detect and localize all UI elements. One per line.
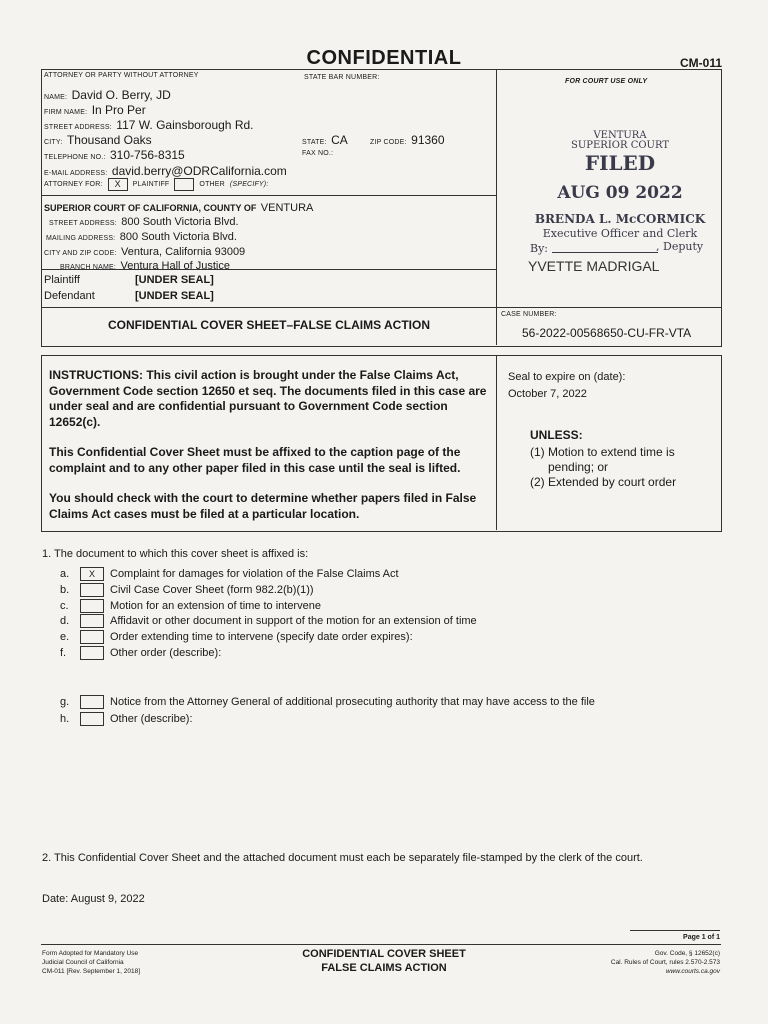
defendant-party-value: [UNDER SEAL] [135, 290, 214, 302]
other-checkbox[interactable] [174, 178, 194, 191]
stamp-court: SUPERIOR COURT [571, 140, 669, 151]
stamp-filed: FILED [584, 151, 656, 175]
item-checkbox[interactable]: X [80, 567, 104, 581]
state-bar-label: STATE BAR NUMBER: [304, 74, 380, 81]
seal-date: October 7, 2022 [508, 388, 587, 400]
unless-1: (1) Motion to extend time is [530, 445, 675, 459]
stamp-by: By: [530, 242, 549, 255]
case-number: 56-2022-00568650-CU-FR-VTA [522, 326, 692, 340]
item-row [60, 646, 221, 660]
firm-name: In Pro Per [91, 103, 146, 117]
item-text: Complaint for damages for violation of the False Claims Act [110, 568, 399, 580]
street-row: STREET ADDRESS: 117 W. Gainsborough Rd. [44, 118, 254, 132]
zip: 91360 [411, 133, 445, 147]
stamp-date: AUG 09 2022 [557, 183, 683, 203]
item-row [60, 583, 314, 597]
seal-label: Seal to expire on (date): [508, 371, 626, 383]
defendant-party-label: Defendant [44, 290, 95, 302]
page-number: Page 1 of 1 [683, 934, 720, 941]
sheet-title: CONFIDENTIAL COVER SHEET–FALSE CLAIMS ACTION [107, 318, 431, 332]
stamp-deputy-name: YVETTE MADRIGAL [528, 258, 660, 274]
item-1-intro: 1. The document to which this cover sheet is affixed is: [42, 548, 309, 560]
branch-row: BRANCH NAME: Ventura Hall of Justice [60, 260, 230, 272]
court-use-label: FOR COURT USE ONLY [565, 78, 648, 85]
instructions-p3: You should check with the court to determine whether papers filed in False Claims Act cases must be filed at a particular location. [49, 491, 477, 521]
item-text: Notice from the Attorney General of additional prosecuting authority that may have access to the file [110, 696, 595, 708]
item-row [60, 567, 399, 581]
unless-label: UNLESS: [530, 428, 583, 442]
item-checkbox[interactable] [80, 695, 104, 709]
plaintiff-party-value: [UNDER SEAL] [135, 274, 214, 286]
item-row [60, 712, 193, 726]
email: david.berry@ODRCalifornia.com [111, 164, 287, 178]
attorney-for-row: ATTORNEY FOR: X PLAINTIFF OTHER (SPECIFY): [44, 179, 269, 189]
item-checkbox[interactable] [80, 646, 104, 660]
item-letter: d. [60, 615, 70, 627]
state: CA [331, 133, 348, 147]
name-row: NAME: David O. Berry, JD [44, 88, 171, 102]
instructions-p1: INSTRUCTIONS: This civil action is brought under the False Claims Act, Government Code section 12650 et seq. The documents filed in this case are under seal and are confidential pursuant to Government Code section 12652(c). [49, 368, 487, 429]
item-checkbox[interactable] [80, 599, 104, 613]
item-letter: c. [60, 600, 69, 612]
footer-left: Form Adopted for Mandatory Use Judicial Council of California CM-011 [Rev. September 1, 2018] [42, 950, 141, 975]
item-text: Order extending time to intervene (specify date order expires): [110, 631, 413, 643]
footer-right: Gov. Code, § 12652(c) Cal. Rules of Court, rules 2.570-2.573 www.courts.ca.gov [610, 950, 720, 975]
item-letter: f. [60, 647, 67, 659]
item-row [60, 695, 595, 709]
item-row [60, 599, 321, 613]
attorney-label: ATTORNEY OR PARTY WITHOUT ATTORNEY [44, 72, 199, 79]
item-text: Affidavit or other document in support of the motion for an extension of time [110, 615, 477, 627]
item-text: Motion for an extension of time to intervene [110, 600, 321, 612]
item-checkbox[interactable] [80, 583, 104, 597]
state-row: STATE: CA [302, 133, 348, 147]
telephone: 310-756-8315 [110, 148, 185, 162]
plaintiff-party-label: Plaintiff [44, 274, 80, 286]
court-street-row: STREET ADDRESS: 800 South Victoria Blvd. [49, 216, 239, 228]
item-checkbox[interactable] [80, 630, 104, 644]
zip-row: ZIP CODE: 91360 [370, 133, 445, 147]
item-text: Other order (describe): [110, 647, 222, 659]
item-letter: g. [60, 696, 70, 708]
item-checkbox[interactable] [80, 712, 104, 726]
email-row: E-MAIL ADDRESS: david.berry@ODRCalifornia.com [44, 164, 287, 178]
item-2: 2. This Confidential Cover Sheet and the attached document must each be separately file-stamped by the clerk of the court. [42, 852, 643, 864]
item-letter: a. [60, 568, 70, 580]
mailing-row: MAILING ADDRESS: 800 South Victoria Blvd. [46, 231, 237, 243]
document-title: CONFIDENTIAL [306, 47, 462, 69]
city-row: CITY: Thousand Oaks [44, 133, 152, 147]
item-text: Other (describe): [110, 713, 193, 725]
stamp-officer: BRENDA L. McCORMICK [534, 212, 706, 226]
date-line: Date: August 9, 2022 [42, 893, 145, 905]
city: Thousand Oaks [66, 133, 152, 147]
item-letter: h. [60, 713, 70, 725]
court-line: SUPERIOR COURT OF CALIFORNIA, COUNTY OF VENTURA [44, 202, 314, 214]
item-checkbox[interactable] [80, 614, 104, 628]
item-letter: b. [60, 584, 70, 596]
unless-2: (2) Extended by court order [530, 475, 677, 489]
case-number-label: CASE NUMBER: [501, 311, 557, 318]
tel-row: TELEPHONE NO.: 310-756-8315 [44, 148, 185, 162]
stamp-officer-title: Executive Officer and Clerk [542, 227, 698, 240]
form-id: CM-011 [680, 56, 723, 70]
county: VENTURA [260, 202, 314, 214]
item-row [60, 630, 413, 644]
item-letter: e. [60, 631, 70, 643]
stamp-county: VENTURA [593, 130, 647, 141]
street-address: 117 W. Gainsborough Rd. [116, 118, 254, 132]
unless-1b: pending; or [548, 460, 609, 474]
stamp-deputy-label: , Deputy [656, 240, 704, 253]
item-text: Civil Case Cover Sheet (form 982.2(b)(1)) [110, 584, 314, 596]
plaintiff-checkbox[interactable]: X [108, 178, 128, 191]
fax-label: FAX NO.: [302, 150, 334, 157]
cityzip-row: CITY AND ZIP CODE: Ventura, California 93009 [44, 246, 246, 258]
attorney-name: David O. Berry, JD [71, 88, 171, 102]
instructions-p2: This Confidential Cover Sheet must be affixed to the caption page of the complaint and to any other paper filed in this case until the seal is lifted. [49, 445, 461, 475]
item-row [60, 614, 477, 628]
firm-row: FIRM NAME: In Pro Per [44, 103, 146, 117]
footer-center: CONFIDENTIAL COVER SHEET FALSE CLAIMS ACTION [302, 948, 466, 974]
